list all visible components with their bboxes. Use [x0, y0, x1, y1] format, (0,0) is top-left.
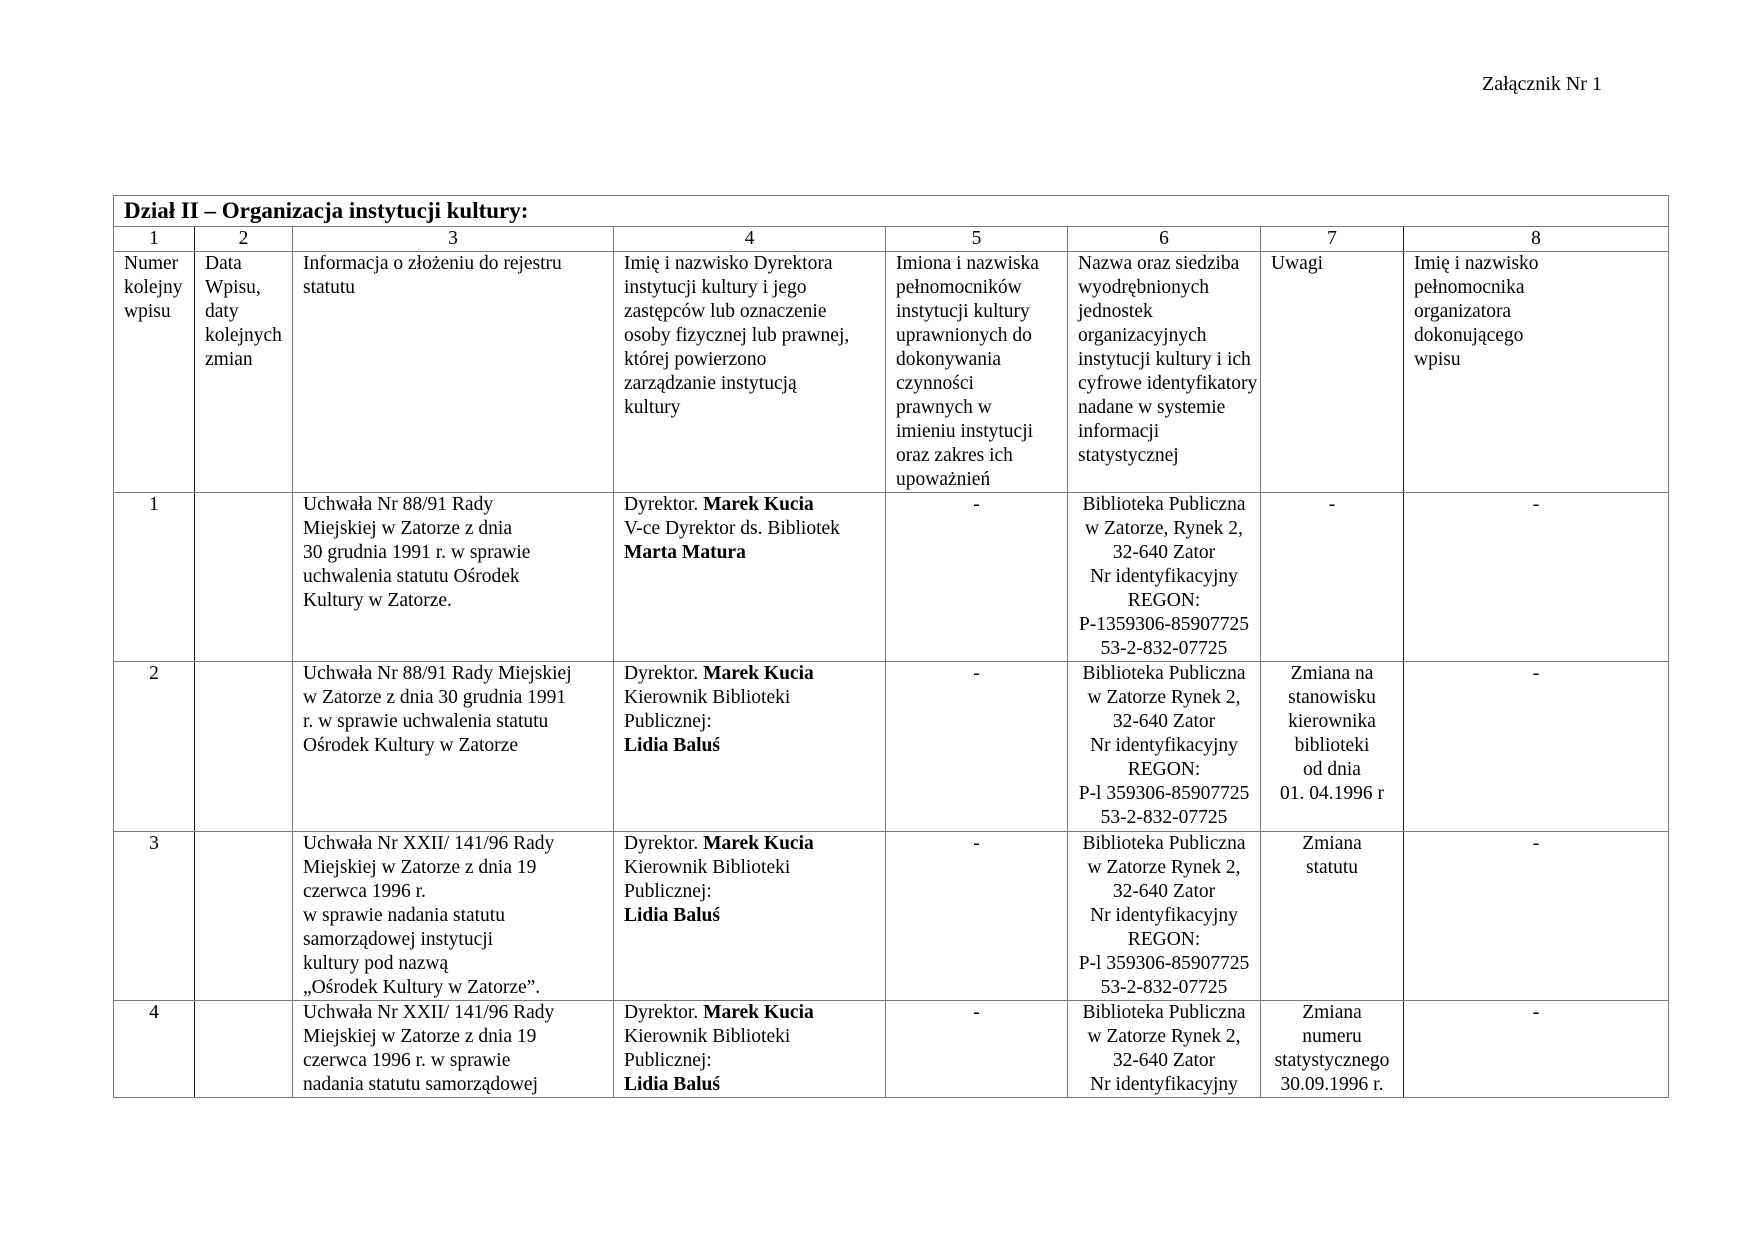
text-line: 32-640 Zator	[1112, 711, 1216, 732]
text-line: 01. 04.1996 r	[1280, 783, 1384, 804]
text-line: Imię i nazwisko Dyrektora	[624, 253, 833, 274]
entry-number: 1	[114, 493, 195, 662]
column-number: 5	[886, 227, 1068, 252]
text-line: 53-2-832-07725	[1100, 807, 1228, 828]
text-line: prawnych w	[896, 397, 992, 418]
director-name: Marek Kucia	[703, 663, 814, 684]
proxies: -	[886, 493, 1068, 662]
deputy-name: Lidia Baluś	[624, 735, 720, 756]
text-line: Imiona i nazwiska	[896, 253, 1039, 274]
director-title: Dyrektor.	[624, 1002, 704, 1023]
text-line: Publicznej:	[624, 881, 712, 902]
text-line: w Zatorze Rynek 2,	[1087, 687, 1241, 708]
text-line: r. w sprawie uchwalenia statutu	[303, 711, 549, 732]
text-line: Kierownik Biblioteki	[624, 1026, 791, 1047]
text-line: zastępców lub oznaczenie	[624, 301, 827, 322]
text-line: P-l 359306-85907725	[1078, 953, 1250, 974]
text-line: P-1359306-85907725	[1078, 614, 1250, 635]
text-line: Imię i nazwisko	[1414, 253, 1539, 274]
text-line: dokonywania	[896, 349, 1002, 370]
entry-date	[195, 1001, 293, 1098]
text-line: uprawnionych do	[896, 325, 1032, 346]
text-line: kierownika	[1288, 711, 1376, 732]
text-line: uchwalenia statutu Ośrodek	[303, 566, 520, 587]
deputy-name: Lidia Baluś	[624, 1074, 720, 1095]
remarks	[1261, 832, 1404, 1001]
column-number-row	[114, 227, 1669, 252]
text-line: 32-640 Zator	[1112, 542, 1216, 563]
organizer-proxy: -	[1404, 832, 1669, 1001]
director-title: Dyrektor.	[624, 494, 704, 515]
text-line: czynności	[896, 373, 974, 394]
entry-number: 2	[114, 662, 195, 832]
text-line: zmian	[205, 349, 253, 370]
text-line: REGON:	[1127, 590, 1201, 611]
text-line: biblioteki	[1294, 735, 1370, 756]
text-line: kultury pod nazwą	[303, 953, 449, 974]
text-line: czerwca 1996 r. w sprawie	[303, 1050, 511, 1071]
table-row	[114, 1001, 1669, 1098]
text-line: Nr identyfikacyjny	[1090, 566, 1238, 587]
text-line: kultury	[624, 397, 681, 418]
text-line: Uchwała Nr XXII/ 141/96 Rady	[303, 833, 555, 854]
text-line: Kierownik Biblioteki	[624, 687, 791, 708]
text-line: REGON:	[1127, 929, 1201, 950]
text-line: Data	[205, 253, 242, 274]
director-name: Marek Kucia	[703, 1002, 814, 1023]
director-line	[624, 662, 875, 686]
director-info	[614, 832, 886, 1001]
text-line: w sprawie nadania statutu	[303, 905, 505, 926]
entry-date	[195, 832, 293, 1001]
header-statute-info	[293, 252, 614, 493]
text-line: Nr identyfikacyjny	[1090, 735, 1238, 756]
text-line: Publicznej:	[624, 711, 712, 732]
header-entry-date	[195, 252, 293, 493]
organizational-units	[1068, 832, 1261, 1001]
remarks	[1261, 662, 1404, 832]
director-info	[614, 662, 886, 832]
table-row	[114, 493, 1669, 662]
deputy-name: Marta Matura	[624, 542, 746, 563]
text-line: zarządzanie instytucją	[624, 373, 797, 394]
proxies: -	[886, 832, 1068, 1001]
text-line: Publicznej:	[624, 1050, 712, 1071]
entry-number: 4	[114, 1001, 195, 1098]
text-line: V-ce Dyrektor ds. Bibliotek	[624, 518, 840, 539]
text-line: informacji	[1078, 421, 1160, 442]
text-line: 32-640 Zator	[1112, 1050, 1216, 1071]
director-info	[614, 1001, 886, 1098]
text-line: Informacja o złożeniu do rejestru	[303, 253, 562, 274]
text-line: statutu	[1306, 857, 1358, 878]
text-line: instytucji kultury	[896, 301, 1030, 322]
entry-date	[195, 662, 293, 832]
statute-info	[293, 832, 614, 1001]
table-row	[114, 832, 1669, 1001]
text-line: Biblioteka Publiczna	[1082, 833, 1246, 854]
remarks	[1261, 1001, 1404, 1098]
text-line: Uchwała Nr 88/91 Rady Miejskiej	[303, 663, 572, 684]
header-remarks	[1261, 252, 1404, 493]
text-line: Uwagi	[1271, 253, 1323, 274]
header-row	[114, 252, 1669, 493]
text-line: 32-640 Zator	[1112, 881, 1216, 902]
text-line: Zmiana	[1302, 833, 1362, 854]
text-line: wyodrębnionych	[1078, 277, 1210, 298]
text-line: instytucji kultury i jego	[624, 277, 807, 298]
text-line: Numer	[124, 253, 179, 274]
section-title: Dział II – Organizacja instytucji kultury:	[114, 196, 1669, 227]
text-line: której powierzono	[624, 349, 767, 370]
text-line: wpisu	[124, 301, 171, 322]
text-line: 30.09.1996 r.	[1280, 1074, 1384, 1095]
column-number: 4	[614, 227, 886, 252]
director-name: Marek Kucia	[703, 494, 814, 515]
column-number: 7	[1261, 227, 1404, 252]
text-line: organizacyjnych	[1078, 325, 1207, 346]
text-line: kolejnych	[205, 325, 282, 346]
text-line: instytucji kultury i ich	[1078, 349, 1251, 370]
text-line: w Zatorze z dnia 30 grudnia 1991	[303, 687, 567, 708]
entry-number: 3	[114, 832, 195, 1001]
text-line: Zmiana	[1302, 1002, 1362, 1023]
text-line: czerwca 1996 r.	[303, 881, 426, 902]
text-line: Kultury w Zatorze.	[303, 590, 452, 611]
director-line	[624, 832, 875, 856]
proxies: -	[886, 1001, 1068, 1098]
text-line: w Zatorze, Rynek 2,	[1085, 518, 1243, 539]
text-line: osoby fizycznej lub prawnej,	[624, 325, 850, 346]
organizational-units	[1068, 1001, 1261, 1098]
header-units	[1068, 252, 1261, 493]
director-info	[614, 493, 886, 662]
text-line: nadania statutu samorządowej	[303, 1074, 538, 1095]
text-line: REGON:	[1127, 759, 1201, 780]
text-line: Nazwa oraz siedziba	[1078, 253, 1240, 274]
text-line: cyfrowe identyfikatory	[1078, 373, 1258, 394]
text-line: upoważnień	[896, 469, 991, 490]
text-line: wpisu	[1414, 349, 1461, 370]
text-line: Biblioteka Publiczna	[1082, 663, 1246, 684]
header-proxies	[886, 252, 1068, 493]
text-line: Wpisu,	[205, 277, 261, 298]
director-title: Dyrektor.	[624, 663, 704, 684]
text-line: -	[1328, 494, 1336, 515]
director-line	[624, 493, 875, 517]
text-line: Biblioteka Publiczna	[1082, 494, 1246, 515]
text-line: Uchwała Nr 88/91 Rady	[303, 494, 494, 515]
text-line: Zmiana na	[1290, 663, 1374, 684]
text-line: kolejny	[124, 277, 183, 298]
table-row	[114, 662, 1669, 832]
text-line: Miejskiej w Zatorze z dnia 19	[303, 857, 537, 878]
header-entry-number	[114, 252, 195, 493]
text-line: statystycznej	[1078, 445, 1179, 466]
text-line: Kierownik Biblioteki	[624, 857, 791, 878]
director-name: Marek Kucia	[703, 833, 814, 854]
text-line: „Ośrodek Kultury w Zatorze”.	[303, 977, 541, 998]
text-line: jednostek	[1078, 301, 1153, 322]
organizational-units	[1068, 662, 1261, 832]
text-line: Biblioteka Publiczna	[1082, 1002, 1246, 1023]
text-line: Nr identyfikacyjny	[1090, 1074, 1238, 1095]
text-line: stanowisku	[1288, 687, 1376, 708]
proxies: -	[886, 662, 1068, 832]
title-row	[114, 196, 1669, 227]
header-organizer-proxy	[1404, 252, 1669, 493]
director-title: Dyrektor.	[624, 833, 704, 854]
column-number: 6	[1068, 227, 1261, 252]
text-line: Uchwała Nr XXII/ 141/96 Rady	[303, 1002, 555, 1023]
text-line: numeru	[1302, 1026, 1362, 1047]
text-line: Miejskiej w Zatorze z dnia 19	[303, 1026, 537, 1047]
annex-label: Załącznik Nr 1	[1482, 73, 1602, 95]
text-line: 30 grudnia 1991 r. w sprawie	[303, 542, 531, 563]
organizer-proxy: -	[1404, 1001, 1669, 1098]
text-line: 53-2-832-07725	[1100, 638, 1228, 659]
text-line: nadane w systemie	[1078, 397, 1226, 418]
text-line: dokonującego	[1414, 325, 1524, 346]
column-number: 1	[114, 227, 195, 252]
column-number: 2	[195, 227, 293, 252]
entry-date	[195, 493, 293, 662]
text-line: Nr identyfikacyjny	[1090, 905, 1238, 926]
text-line: daty	[205, 301, 239, 322]
text-line: imieniu instytucji	[896, 421, 1034, 442]
organizational-units	[1068, 493, 1261, 662]
text-line: pełnomocnika	[1414, 277, 1525, 298]
registry-table	[113, 195, 1669, 1098]
text-line: w Zatorze Rynek 2,	[1087, 857, 1241, 878]
text-line: oraz zakres ich	[896, 445, 1013, 466]
text-line: Ośrodek Kultury w Zatorze	[303, 735, 518, 756]
text-line: P-l 359306-85907725	[1078, 783, 1250, 804]
statute-info	[293, 662, 614, 832]
remarks	[1261, 493, 1404, 662]
text-line: pełnomocników	[896, 277, 1022, 298]
statute-info	[293, 493, 614, 662]
text-line: samorządowej instytucji	[303, 929, 494, 950]
statute-info	[293, 1001, 614, 1098]
text-line: statystycznego	[1274, 1050, 1390, 1071]
column-number: 8	[1404, 227, 1669, 252]
organizer-proxy: -	[1404, 662, 1669, 832]
text-line: w Zatorze Rynek 2,	[1087, 1026, 1241, 1047]
text-line: Miejskiej w Zatorze z dnia	[303, 518, 513, 539]
column-number: 3	[293, 227, 614, 252]
director-line	[624, 1001, 875, 1025]
text-line: organizatora	[1414, 301, 1512, 322]
header-director	[614, 252, 886, 493]
text-line: statutu	[303, 277, 355, 298]
text-line: 53-2-832-07725	[1100, 977, 1228, 998]
deputy-name: Lidia Baluś	[624, 905, 720, 926]
text-line: od dnia	[1303, 759, 1361, 780]
organizer-proxy: -	[1404, 493, 1669, 662]
